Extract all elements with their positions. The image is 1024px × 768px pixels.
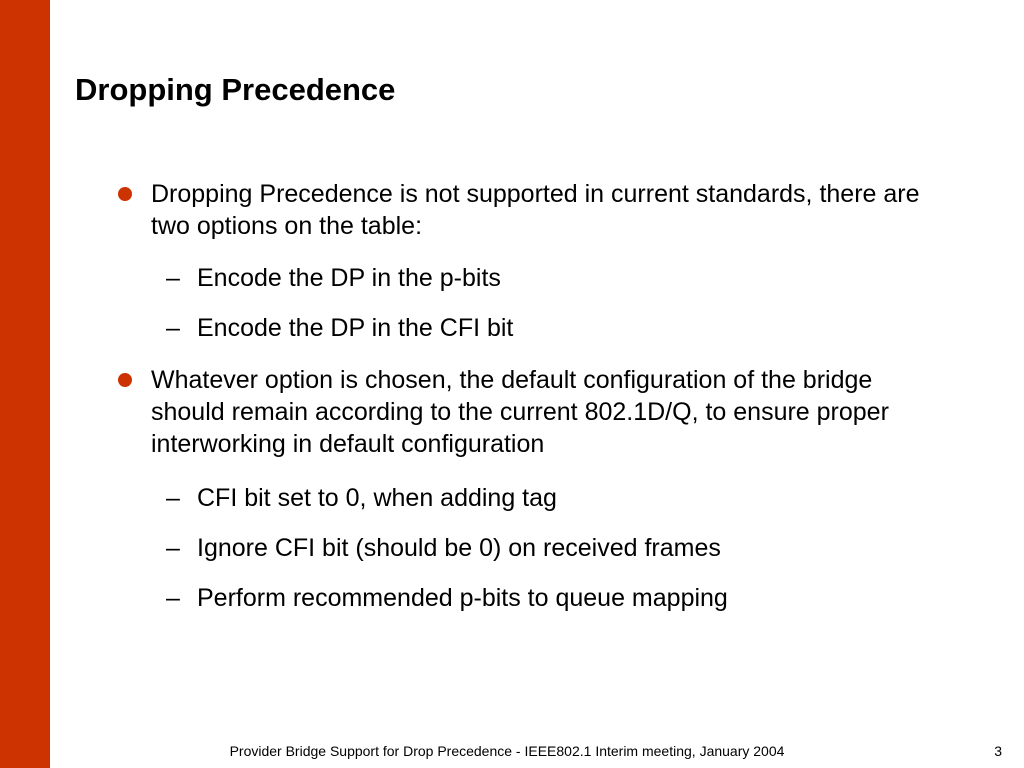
sub-bullet-item [166,262,501,294]
bullet-item: Whatever option is chosen, the default configuration of the bridge should remain according to the current 802.1D/Q, to ensure proper interworking in default configuration [151,366,889,458]
sub-bullet-item [166,482,557,514]
bullet-item: Dropping Precedence is not supported in current standards, there are two options on the table: [151,180,920,240]
bullet-dot-icon [118,187,132,201]
sub-bullet-text: Encode the DP in the CFI bit [197,314,514,342]
sub-bullet-text: Ignore CFI bit (should be 0) on received frames [197,534,721,562]
dash-marker: – [166,484,180,512]
dash-marker: – [166,264,180,292]
dash-marker: – [166,584,180,612]
sub-bullet-text: Perform recommended p-bits to queue mapping [197,584,728,612]
bullet-dot-icon [118,373,132,387]
sub-bullet-text: Encode the DP in the p-bits [197,264,501,292]
slide-title: Dropping Precedence [75,72,396,107]
footer-text: Provider Bridge Support for Drop Precedence - IEEE802.1 Interim meeting, January 2004 [229,743,785,759]
sub-bullet-item [166,582,728,614]
page-number: 3 [994,743,1002,759]
dash-marker: – [166,534,180,562]
sub-bullet-item [166,532,721,564]
dash-marker: – [166,314,180,342]
sub-bullet-text: CFI bit set to 0, when adding tag [197,484,557,512]
sub-bullet-item [166,312,513,344]
